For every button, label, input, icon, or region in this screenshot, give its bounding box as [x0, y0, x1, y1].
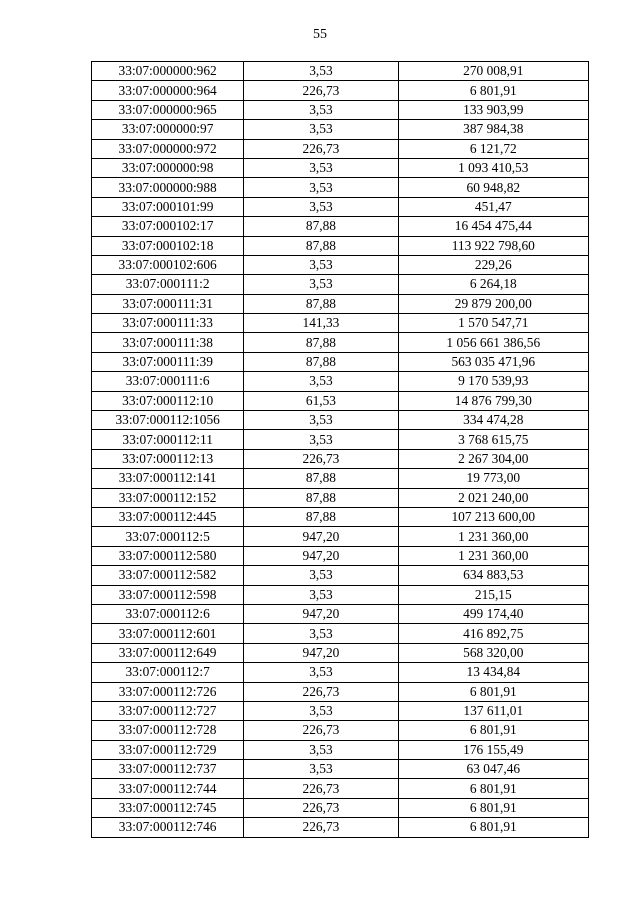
value-cell: 13 434,84 — [398, 663, 588, 682]
cadastral-number-cell: 33:07:000112:745 — [92, 798, 244, 817]
table-row — [92, 740, 589, 759]
rate-cell: 947,20 — [244, 527, 398, 546]
cadastral-number-cell: 33:07:000000:965 — [92, 100, 244, 119]
table-row — [92, 352, 589, 371]
cadastral-number-cell: 33:07:000112:580 — [92, 546, 244, 565]
rate-cell: 3,53 — [244, 178, 398, 197]
rate-cell: 226,73 — [244, 779, 398, 798]
cadastral-number-cell: 33:07:000111:2 — [92, 275, 244, 294]
table-row — [92, 546, 589, 565]
table-row — [92, 682, 589, 701]
value-cell: 6 801,91 — [398, 779, 588, 798]
table-row — [92, 158, 589, 177]
cadastral-number-cell: 33:07:000111:33 — [92, 314, 244, 333]
rate-cell: 226,73 — [244, 798, 398, 817]
value-cell: 9 170 539,93 — [398, 372, 588, 391]
cadastral-number-cell: 33:07:000112:649 — [92, 643, 244, 662]
cadastral-number-cell: 33:07:000112:141 — [92, 469, 244, 488]
value-cell: 19 773,00 — [398, 469, 588, 488]
value-cell: 113 922 798,60 — [398, 236, 588, 255]
cadastral-number-cell: 33:07:000112:729 — [92, 740, 244, 759]
rate-cell: 226,73 — [244, 818, 398, 837]
rate-cell: 87,88 — [244, 507, 398, 526]
table-row — [92, 604, 589, 623]
cadastral-number-cell: 33:07:000112:445 — [92, 507, 244, 526]
rate-cell: 947,20 — [244, 604, 398, 623]
table-row — [92, 62, 589, 81]
table-row — [92, 527, 589, 546]
value-cell: 2 021 240,00 — [398, 488, 588, 507]
value-cell: 215,15 — [398, 585, 588, 604]
cadastral-number-cell: 33:07:000112:1056 — [92, 411, 244, 430]
table-row — [92, 197, 589, 216]
value-cell: 270 008,91 — [398, 62, 588, 81]
table-row — [92, 391, 589, 410]
table-row — [92, 449, 589, 468]
rate-cell: 3,53 — [244, 740, 398, 759]
cadastral-number-cell: 33:07:000112:6 — [92, 604, 244, 623]
value-cell: 499 174,40 — [398, 604, 588, 623]
cadastral-number-cell: 33:07:000112:727 — [92, 701, 244, 720]
cadastral-number-cell: 33:07:000000:97 — [92, 120, 244, 139]
table-row — [92, 818, 589, 837]
value-cell: 6 801,91 — [398, 682, 588, 701]
table-row — [92, 721, 589, 740]
cadastral-number-cell: 33:07:000101:99 — [92, 197, 244, 216]
value-cell: 1 570 547,71 — [398, 314, 588, 333]
cadastral-number-cell: 33:07:000112:582 — [92, 566, 244, 585]
table-row — [92, 294, 589, 313]
rate-cell: 3,53 — [244, 760, 398, 779]
rate-cell: 3,53 — [244, 566, 398, 585]
rate-cell: 947,20 — [244, 546, 398, 565]
rate-cell: 3,53 — [244, 255, 398, 274]
cadastral-number-cell: 33:07:000112:11 — [92, 430, 244, 449]
rate-cell: 226,73 — [244, 81, 398, 100]
table-row — [92, 255, 589, 274]
cadastral-number-cell: 33:07:000112:601 — [92, 624, 244, 643]
rate-cell: 3,53 — [244, 430, 398, 449]
value-cell: 6 801,91 — [398, 721, 588, 740]
table-row — [92, 585, 589, 604]
rate-cell: 87,88 — [244, 488, 398, 507]
cadastral-number-cell: 33:07:000000:962 — [92, 62, 244, 81]
cadastral-number-cell: 33:07:000102:18 — [92, 236, 244, 255]
value-cell: 3 768 615,75 — [398, 430, 588, 449]
rate-cell: 3,53 — [244, 701, 398, 720]
table-row — [92, 81, 589, 100]
table-row — [92, 178, 589, 197]
cadastral-number-cell: 33:07:000112:13 — [92, 449, 244, 468]
value-cell: 416 892,75 — [398, 624, 588, 643]
value-cell: 563 035 471,96 — [398, 352, 588, 371]
value-cell: 63 047,46 — [398, 760, 588, 779]
table-row — [92, 139, 589, 158]
value-cell: 1 231 360,00 — [398, 527, 588, 546]
value-cell: 2 267 304,00 — [398, 449, 588, 468]
rate-cell: 3,53 — [244, 275, 398, 294]
table-row — [92, 217, 589, 236]
table-row — [92, 430, 589, 449]
value-cell: 1 231 360,00 — [398, 546, 588, 565]
value-cell: 1 093 410,53 — [398, 158, 588, 177]
cadastral-number-cell: 33:07:000112:726 — [92, 682, 244, 701]
cadastral-number-cell: 33:07:000112:744 — [92, 779, 244, 798]
rate-cell: 87,88 — [244, 352, 398, 371]
table-row — [92, 488, 589, 507]
value-cell: 6 264,18 — [398, 275, 588, 294]
page-number: 55 — [313, 27, 327, 42]
table-row — [92, 120, 589, 139]
value-cell: 634 883,53 — [398, 566, 588, 585]
value-cell: 1 056 661 386,56 — [398, 333, 588, 352]
value-cell: 387 984,38 — [398, 120, 588, 139]
cadastral-number-cell: 33:07:000112:728 — [92, 721, 244, 740]
cadastral-number-cell: 33:07:000102:17 — [92, 217, 244, 236]
table-row — [92, 100, 589, 119]
value-cell: 133 903,99 — [398, 100, 588, 119]
value-cell: 451,47 — [398, 197, 588, 216]
data-table — [91, 61, 589, 838]
value-cell: 60 948,82 — [398, 178, 588, 197]
cadastral-number-cell: 33:07:000112:7 — [92, 663, 244, 682]
cadastral-number-cell: 33:07:000000:98 — [92, 158, 244, 177]
rate-cell: 226,73 — [244, 682, 398, 701]
rate-cell: 3,53 — [244, 197, 398, 216]
value-cell: 107 213 600,00 — [398, 507, 588, 526]
rate-cell: 3,53 — [244, 372, 398, 391]
value-cell: 6 801,91 — [398, 818, 588, 837]
rate-cell: 3,53 — [244, 100, 398, 119]
table-row — [92, 779, 589, 798]
table-row — [92, 314, 589, 333]
table-row — [92, 624, 589, 643]
rate-cell: 87,88 — [244, 294, 398, 313]
value-cell: 334 474,28 — [398, 411, 588, 430]
rate-cell: 226,73 — [244, 721, 398, 740]
cadastral-number-cell: 33:07:000112:598 — [92, 585, 244, 604]
cadastral-number-cell: 33:07:000112:737 — [92, 760, 244, 779]
table-row — [92, 372, 589, 391]
value-cell: 6 121,72 — [398, 139, 588, 158]
value-cell: 176 155,49 — [398, 740, 588, 759]
value-cell: 137 611,01 — [398, 701, 588, 720]
rate-cell: 87,88 — [244, 333, 398, 352]
rate-cell: 3,53 — [244, 62, 398, 81]
table-row — [92, 333, 589, 352]
table-row — [92, 275, 589, 294]
cadastral-number-cell: 33:07:000112:5 — [92, 527, 244, 546]
rate-cell: 3,53 — [244, 120, 398, 139]
value-cell: 29 879 200,00 — [398, 294, 588, 313]
table-row — [92, 701, 589, 720]
cadastral-number-cell: 33:07:000112:746 — [92, 818, 244, 837]
value-cell: 6 801,91 — [398, 798, 588, 817]
rate-cell: 3,53 — [244, 663, 398, 682]
value-cell: 16 454 475,44 — [398, 217, 588, 236]
table-row — [92, 566, 589, 585]
rate-cell: 87,88 — [244, 217, 398, 236]
table-row — [92, 469, 589, 488]
rate-cell: 3,53 — [244, 158, 398, 177]
table-row — [92, 507, 589, 526]
rate-cell: 87,88 — [244, 469, 398, 488]
rate-cell: 3,53 — [244, 411, 398, 430]
cadastral-number-cell: 33:07:000112:10 — [92, 391, 244, 410]
rate-cell: 947,20 — [244, 643, 398, 662]
cadastral-number-cell: 33:07:000000:964 — [92, 81, 244, 100]
value-cell: 6 801,91 — [398, 81, 588, 100]
rate-cell: 3,53 — [244, 585, 398, 604]
cadastral-number-cell: 33:07:000111:38 — [92, 333, 244, 352]
cadastral-number-cell: 33:07:000000:972 — [92, 139, 244, 158]
table-row — [92, 760, 589, 779]
table-row — [92, 663, 589, 682]
table-row — [92, 411, 589, 430]
rate-cell: 141,33 — [244, 314, 398, 333]
cadastral-number-cell: 33:07:000111:31 — [92, 294, 244, 313]
rate-cell: 3,53 — [244, 624, 398, 643]
table-row — [92, 643, 589, 662]
table-row — [92, 798, 589, 817]
cadastral-number-cell: 33:07:000102:606 — [92, 255, 244, 274]
cadastral-number-cell: 33:07:000111:6 — [92, 372, 244, 391]
cadastral-number-cell: 33:07:000112:152 — [92, 488, 244, 507]
cadastral-number-cell: 33:07:000111:39 — [92, 352, 244, 371]
rate-cell: 226,73 — [244, 449, 398, 468]
table-body — [92, 62, 589, 838]
cadastral-number-cell: 33:07:000000:988 — [92, 178, 244, 197]
rate-cell: 87,88 — [244, 236, 398, 255]
rate-cell: 61,53 — [244, 391, 398, 410]
table-row — [92, 236, 589, 255]
value-cell: 229,26 — [398, 255, 588, 274]
value-cell: 14 876 799,30 — [398, 391, 588, 410]
value-cell: 568 320,00 — [398, 643, 588, 662]
rate-cell: 226,73 — [244, 139, 398, 158]
